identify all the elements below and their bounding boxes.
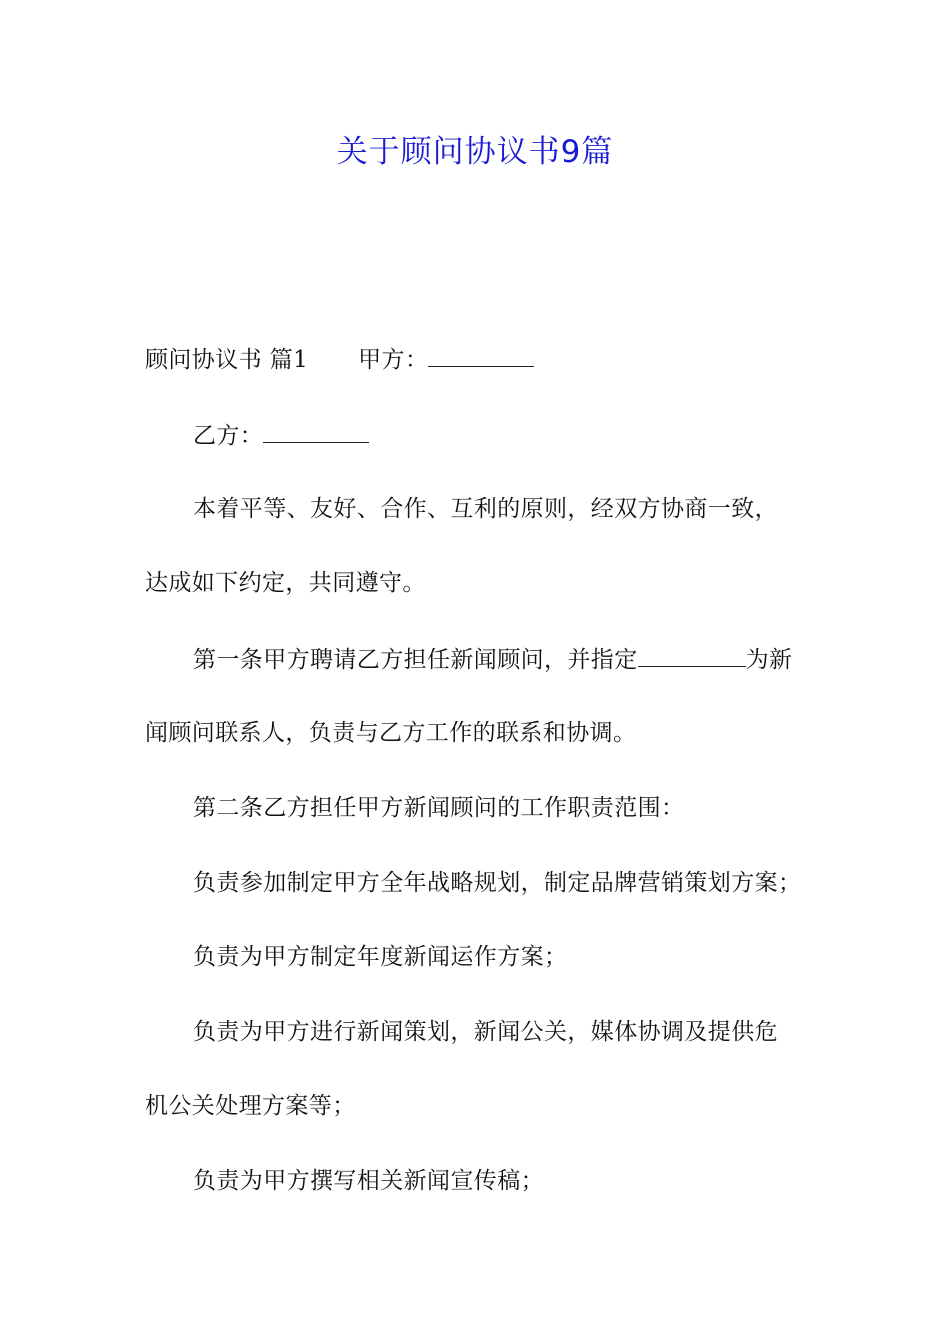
paragraph-line: 本着平等、友好、合作、互利的原则，经双方协商一致， <box>193 496 778 522</box>
paragraph-line: 第二条乙方担任甲方新闻顾问的工作职责范围： <box>193 795 685 821</box>
article-one-line <box>193 644 792 675</box>
paragraph-line: 闻顾问联系人，负责与乙方工作的联系和协调。 <box>145 720 637 746</box>
party-b-label: 乙方： <box>193 423 264 449</box>
party-a-label: 甲方： <box>358 347 429 373</box>
article-one-text: 第一条甲方聘请乙方担任新闻顾问，并指定 <box>193 647 638 673</box>
party-a-blank <box>428 344 534 367</box>
section-heading: 顾问协议书 篇1 <box>145 347 309 373</box>
paragraph-line: 机公关处理方案等； <box>145 1093 356 1119</box>
article-one-text-end: 为新 <box>745 647 793 673</box>
section-heading-line <box>145 344 534 375</box>
document-title: 关于顾问协议书9篇 <box>336 134 614 170</box>
paragraph-line: 负责为甲方制定年度新闻运作方案； <box>193 944 568 970</box>
paragraph-line: 负责为甲方进行新闻策划，新闻公关，媒体协调及提供危 <box>193 1019 778 1045</box>
party-b-line <box>193 420 369 451</box>
paragraph-line: 达成如下约定，共同遵守。 <box>145 570 426 596</box>
paragraph-line: 负责参加制定甲方全年战略规划，制定品牌营销策划方案； <box>193 870 802 896</box>
contact-blank <box>638 644 746 667</box>
paragraph-line: 负责为甲方撰写相关新闻宣传稿； <box>193 1168 544 1194</box>
party-b-blank <box>263 420 369 443</box>
